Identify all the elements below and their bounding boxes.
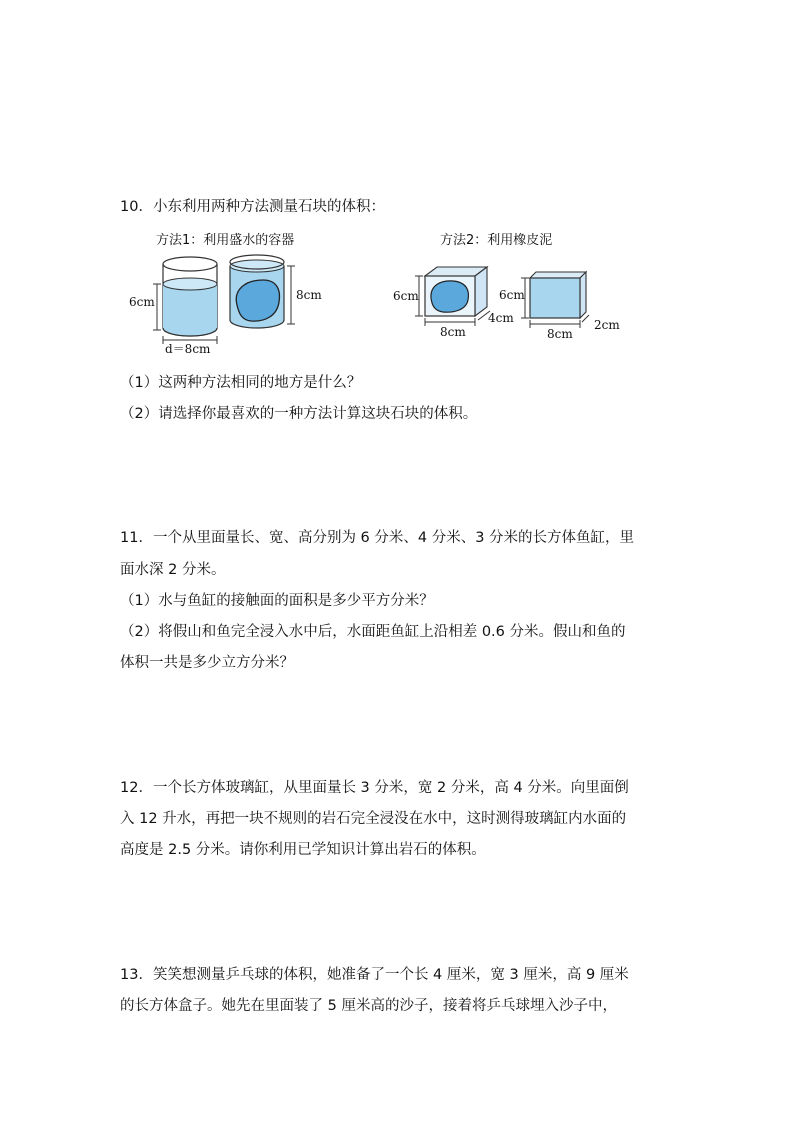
dim-right-height: 8cm: [296, 288, 322, 302]
stone-in-clay: [431, 281, 469, 312]
dim-box1-height: 6cm: [393, 289, 419, 303]
clay-box-flattened: [530, 272, 586, 318]
clay-box-with-stone: [425, 267, 487, 316]
stone-shape: [236, 280, 279, 321]
q13-line1: 13．笑笑想测量乒乓球的体积，她准备了一个长 4 厘米，宽 3 厘米，高 9 厘米: [120, 967, 629, 983]
q10-stem: 10．小东利用两种方法测量石块的体积：: [120, 199, 385, 215]
q11-sub2-line1: （2）将假山和鱼完全浸入水中后，水面距鱼缸上沿相差 0.6 分米。假山和鱼的: [120, 624, 626, 640]
dim-box2-width: 2cm: [594, 318, 620, 332]
dim-left-height: 6cm: [129, 295, 155, 309]
q10-sub2: （2）请选择你最喜欢的一种方法计算这块石块的体积。: [120, 406, 478, 422]
dim-diameter: d＝8cm: [165, 342, 211, 355]
q10-sub1: （1）这两种方法相同的地方是什么？: [120, 375, 362, 391]
cylinder-water-only: [163, 257, 217, 336]
q13-line2: 的长方体盒子。她先在里面装了 5 厘米高的沙子，接着将乒乓球埋入沙子中，: [120, 998, 617, 1014]
q12-line3: 高度是 2.5 分米。请你利用已学知识计算出岩石的体积。: [120, 842, 486, 858]
q11-line2: 面水深 2 分米。: [120, 562, 226, 578]
q11-sub2-line2: 体积一共是多少立方分米？: [120, 655, 294, 671]
dim-box1-width: 4cm: [488, 311, 514, 325]
q11-sub1: （1）水与鱼缸的接触面的面积是多少平方分米？: [120, 593, 434, 609]
dim-box2-height: 6cm: [499, 288, 525, 302]
q12-line1: 12．一个长方体玻璃缸，从里面量长 3 分米，宽 2 分米，高 4 分米。向里面倒: [120, 780, 629, 796]
cylinder-with-stone: [230, 255, 284, 328]
dim-box1-length: 8cm: [440, 325, 466, 339]
method2-figure: [390, 262, 630, 344]
q12-line2: 入 12 升水，再把一块不规则的岩石完全浸没在水中，这时测得玻璃缸内水面的: [120, 811, 627, 827]
dim-box2-length: 8cm: [547, 327, 573, 341]
method1-figure: [125, 250, 340, 355]
method2-caption: 方法2：利用橡皮泥: [440, 233, 553, 248]
q11-line1: 11．一个从里面量长、宽、高分别为 6 分米、4 分米、3 分米的长方体鱼缸，里: [120, 530, 635, 546]
method1-caption: 方法1：利用盛水的容器: [156, 233, 295, 248]
